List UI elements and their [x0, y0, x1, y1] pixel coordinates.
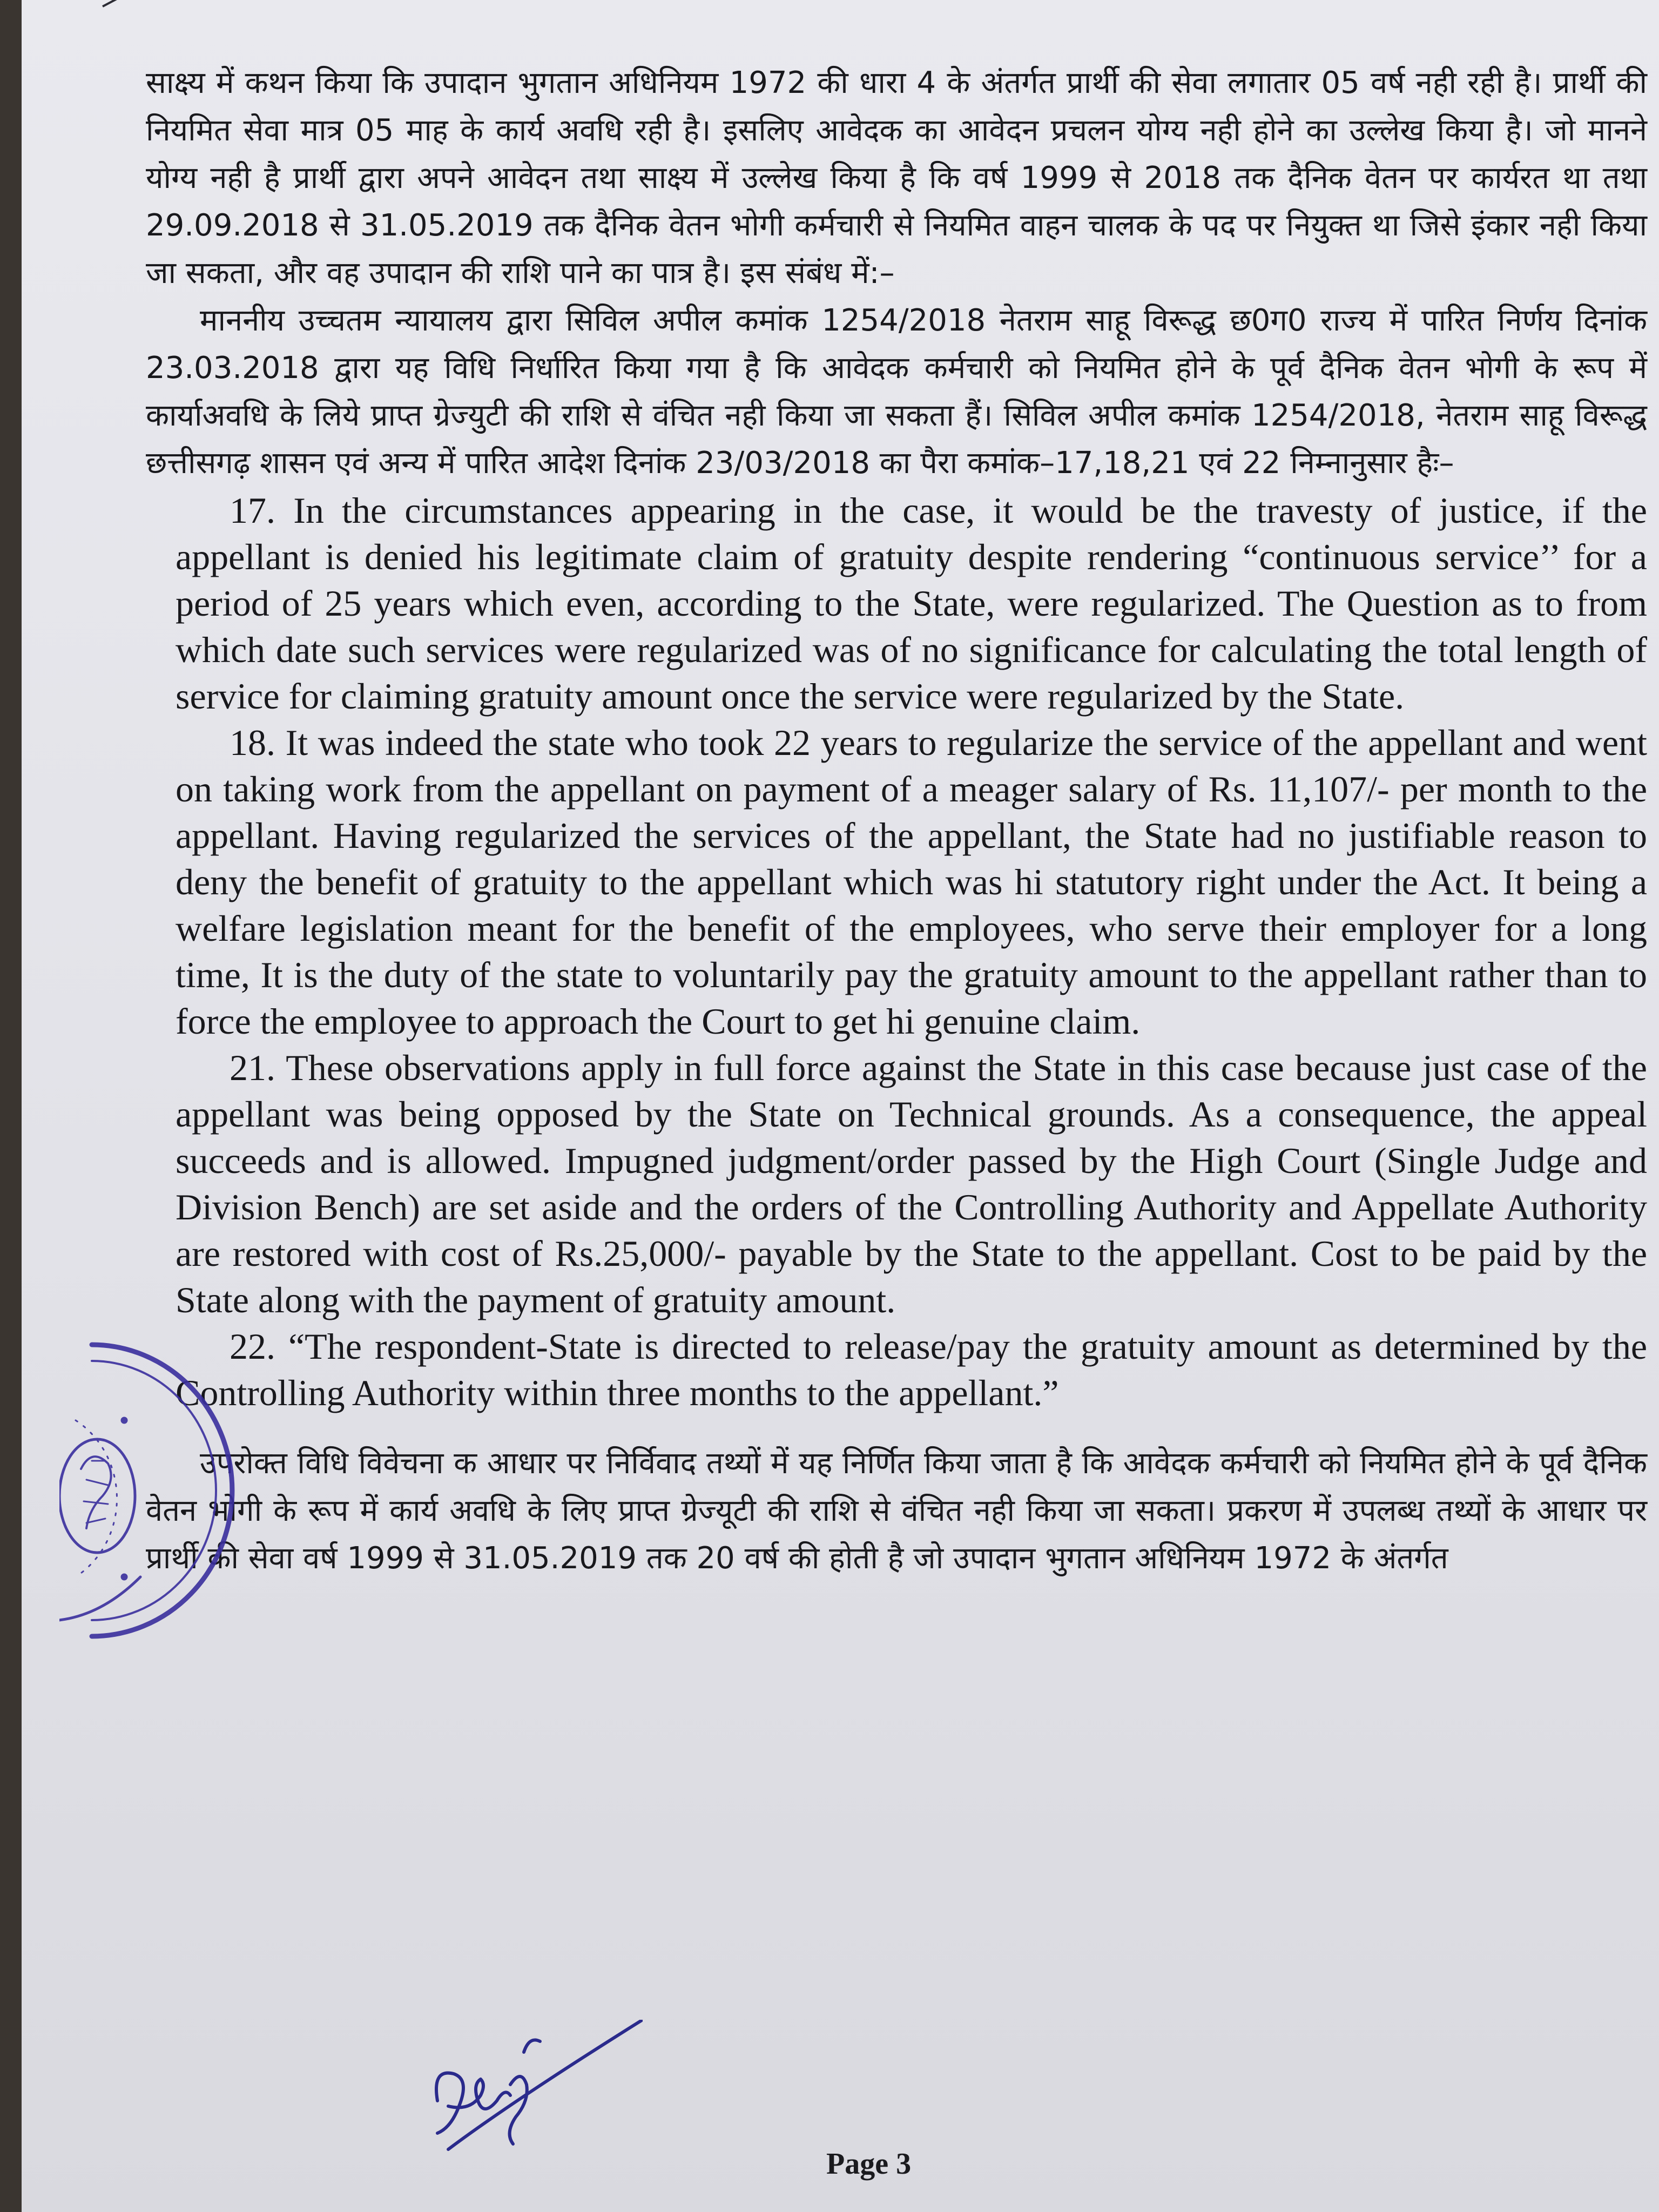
document-page	[22, 0, 1659, 2212]
hindi-judgment-paragraph: माननीय उच्चतम न्यायालय द्वारा सिविल अपील कमांक 1254/2018 नेतराम साहू विरूद्ध छ0ग0 राज्य में पारित निर्णय दिनांक 23.03.2018 द्वारा यह विधि निर्धारित किया गया है कि आवेदक कर्मचारी को नियमित होने के पूर्व दैनिक वेतन भोगी के रूप में कार्याअवधि के लिये प्राप्त ग्रेज्युटी की राशि से वंचित नही किया जा सकता हैं। सिविल अपील कमांक 1254/2018, नेतराम साहू विरूद्ध छत्तीसगढ़ शासन एवं अन्य में पारित आदेश दिनांक 23/03/2018 का पैरा कमांक–17,18,21 एवं 22 निम्नानुसार हैः–	[146, 303, 1647, 481]
document-body	[146, 59, 1647, 1582]
hindi-intro-paragraph: साक्ष्य में कथन किया कि उपादान भुगतान अधिनियम 1972 की धारा 4 के अंतर्गत प्रार्थी की सेवा लगातार 05 वर्ष नही रही है। प्रार्थी की नियमित सेवा मात्र 05 माह के कार्य अवधि रही है। इसलिए आवेदक का आवेदन प्रचलन योग्य नही होने का उल्लेख किया है। जो मानने योग्य नही है प्रार्थी द्वारा अपने आवेदन तथा साक्ष्य में उल्लेख किया है कि वर्ष 1999 से 2018 तक दैनिक वेतन पर कार्यरत था तथा 29.09.2018 से 31.05.2019 तक दैनिक वेतन भोगी कर्मचारी से नियमित वाहन चालक के पद पर नियुक्त था जिसे इंकार नही किया जा सकता, और वह उपादान की राशि पाने का पात्र है। इस संबंध में:–	[146, 65, 1647, 291]
paragraph-22: 22. “The respondent-State is directed to release/pay the gratuity amount as determined by the Controlling Authority within three months to the appellant.”	[176, 1326, 1647, 1413]
hindi-conclusion-paragraph: उपरोक्त विधि विवेचना क आधार पर निर्विवाद तथ्यों में यह निर्णित किया जाता है कि आवेदक कर्मचारी को नियमित होने के पूर्व दैनिक वेतन भोगी के रूप में कार्य अवधि के लिए प्राप्त ग्रेज्यूटी की राशि से वंचित नही किया जा सकता। प्रकरण में उपलब्ध तथ्यों के आधार पर प्रार्थी की सेवा वर्ष 1999 से 31.05.2019 तक 20 वर्ष की होती है जो उपादान भुगतान अधिनियम 1972 के अंतर्गत	[146, 1446, 1647, 1576]
signature	[416, 2020, 643, 2182]
official-seal-stamp	[59, 1339, 243, 1642]
paragraph-21: 21. These observations apply in full force against the State in this case because just case of the appellant was being opposed by the State on Technical grounds. As a consequence, the appeal succeeds and is allowed. Impugned judgment/order passed by the High Court (Single Judge and Division Bench) are set aside and the orders of the Controlling Authority and Appellate Authority are restored with cost of Rs.25,000/- payable by the State to the appellant. Cost to be paid by the State along with the payment of gratuity amount.	[176, 1047, 1647, 1320]
quoted-judgment	[146, 487, 1647, 1416]
page-number: Page 3	[826, 2147, 912, 2181]
paragraph-17: 17. In the circumstances appearing in the case, it would be the travesty of justice, if the appellant is denied his legitimate claim of gratuity despite rendering “continuous service’’ for a period of 25 years which even, according to the State, were regularized. The Question as to from which date such services were regularized was of no significance for calculating the total length of service for claiming gratuity amount once the service were regularized by the State.	[176, 490, 1647, 717]
pen-mark	[102, 0, 146, 8]
paragraph-18: 18. It was indeed the state who took 22 years to regularize the service of the appellant and went on taking work from the appellant on payment of a meager salary of Rs. 11,107/- per month to the appellant. Having regularized the services of the appellant, the State had no justifiable reason to deny the benefit of gratuity to the appellant which was hi statutory right under the Act. It being a welfare legislation meant for the benefit of the employees, who serve their employer for a long time, It is the duty of the state to voluntarily pay the gratuity amount to the appellant rather than to force the employee to approach the Court to get hi genuine claim.	[176, 722, 1647, 1042]
